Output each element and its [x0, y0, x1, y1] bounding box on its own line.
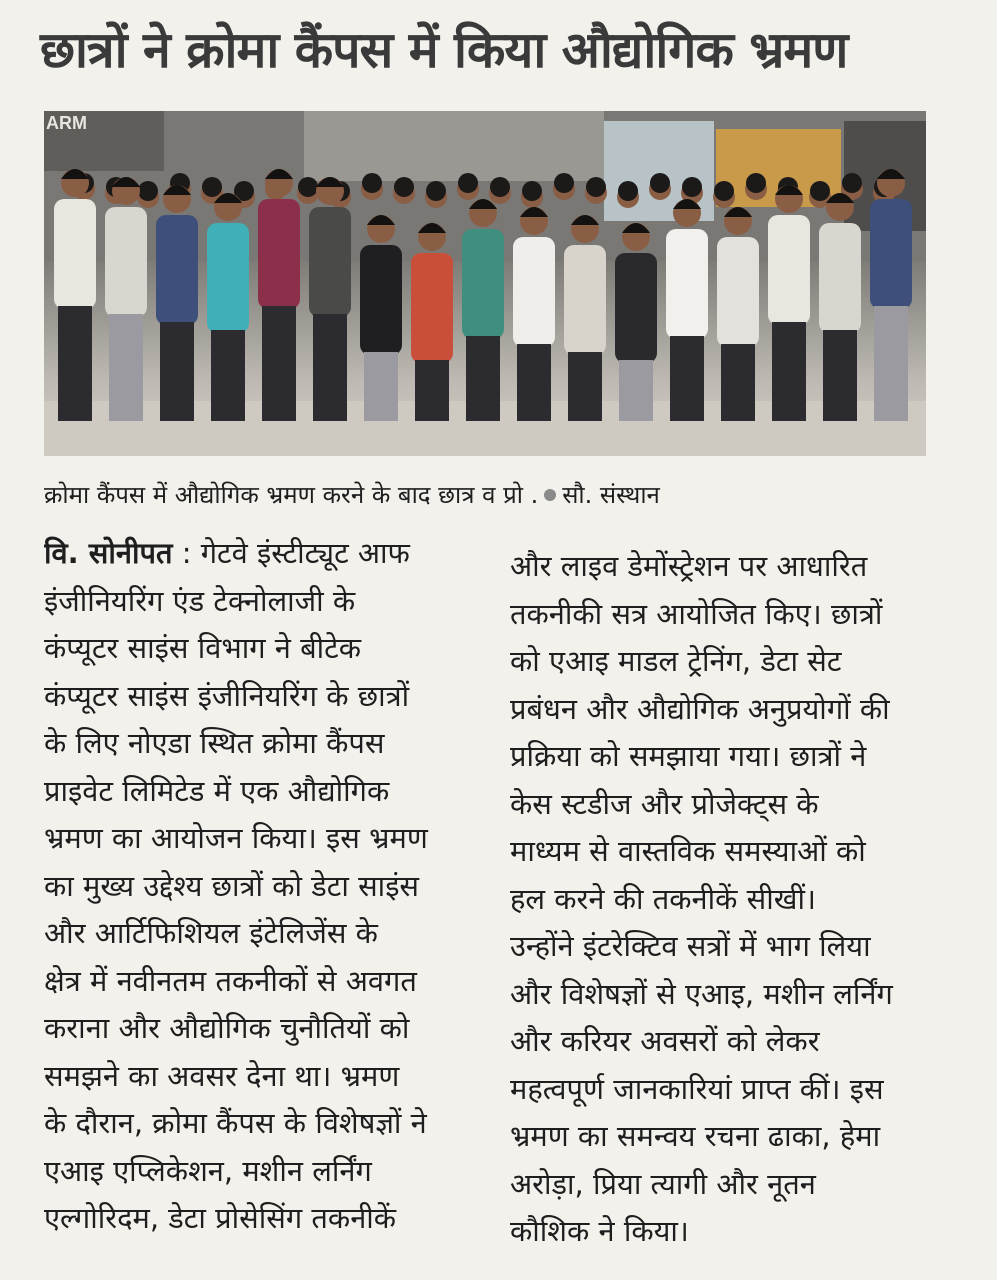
article-line: भ्रमण का समन्वय रचना ढाका, हेमा — [510, 1119, 881, 1153]
article-line: गेटवे इंस्टीट्यूट आफ — [200, 536, 410, 570]
signboard-text: ARM — [46, 113, 87, 133]
person-body — [819, 223, 861, 333]
caption-credit: सौ. संस्थान — [562, 481, 660, 509]
person-body — [258, 199, 300, 309]
person-legs — [568, 352, 602, 421]
person-legs — [415, 360, 449, 421]
person-body — [462, 229, 504, 339]
article-line: समझने का अवसर देना था। भ्रमण — [44, 1058, 400, 1093]
person-legs — [874, 306, 908, 421]
article-line: के लिए नोएडा स्थित क्रोमा कैंपस — [44, 726, 385, 760]
article-column-right — [510, 543, 960, 1256]
article-line: और लाइव डेमोंस्ट्रेशन पर आधारित — [510, 549, 868, 583]
person-body — [870, 199, 912, 309]
person-hair-back — [650, 173, 670, 193]
person-body — [156, 215, 198, 325]
person-legs — [364, 352, 398, 421]
person-legs — [313, 314, 347, 421]
person-hair-back — [394, 177, 414, 197]
person-hair-back — [682, 177, 702, 197]
person-body — [54, 199, 96, 309]
person-hair-back — [618, 181, 638, 201]
article-line: को एआइ माडल ट्रेनिंग, डेटा सेट — [510, 644, 842, 678]
person-hair-back — [714, 181, 734, 201]
article-line: भ्रमण का आयोजन किया। इस भ्रमण — [44, 821, 428, 855]
article-line: उन्होंने इंटरेक्टिव सत्रों में भाग लिया — [510, 929, 871, 963]
person-hair-back — [202, 177, 222, 197]
person-hair-back — [490, 177, 510, 197]
person-body — [717, 237, 759, 347]
article-line: प्राइवेट लिमिटेड में एक औद्योगिक — [44, 773, 390, 808]
article-line: इंजीनियरिंग एंड टेक्नोलाजी के — [44, 583, 356, 618]
person-hair-back — [426, 181, 446, 201]
article-line: केस स्टडीज और प्रोजेक्ट्स के — [510, 786, 819, 821]
article-line: हल करने की तकनीकें सीखीं। — [510, 881, 816, 916]
article-line: महत्वपूर्ण जानकारियां प्राप्त कीं। इस — [510, 1071, 884, 1106]
group-photo — [44, 111, 926, 456]
article-line: माध्यम से वास्तविक समस्याओं को — [510, 834, 866, 868]
person-legs — [721, 344, 755, 421]
person-legs — [109, 314, 143, 421]
article-line: और आर्टिफिशियल इंटेलिजेंस के — [44, 916, 378, 950]
article-line: तकनीकी सत्र आयोजित किए। छात्रों — [510, 596, 883, 631]
person-legs — [262, 306, 296, 421]
person-legs — [211, 330, 245, 421]
person-hair-back — [298, 177, 318, 197]
person-legs — [466, 336, 500, 421]
article-line: कराना और औद्योगिक चुनौतियों को — [44, 1011, 410, 1045]
person-legs — [58, 306, 92, 421]
person-body — [105, 207, 147, 317]
article-line: प्रक्रिया को समझाया गया। छात्रों ने — [510, 739, 867, 773]
group-photo-illustration — [44, 111, 926, 456]
person-legs — [772, 322, 806, 421]
person-hair-back — [586, 177, 606, 197]
person-legs — [619, 360, 653, 421]
person-body — [615, 253, 657, 363]
article-line: का मुख्य उद्देश्य छात्रों को डेटा साइंस — [44, 868, 420, 903]
article-line: के दौरान, क्रोमा कैंपस के विशेषज्ञों ने — [44, 1106, 427, 1140]
photo-caption — [44, 478, 944, 512]
person-body — [360, 245, 402, 355]
article-column-left — [44, 530, 494, 1243]
bullet-dot-icon — [544, 489, 556, 501]
article-line: कौशिक ने किया। — [510, 1214, 689, 1248]
article-line: और करियर अवसरों को लेकर — [510, 1024, 820, 1058]
person-hair-back — [458, 173, 478, 193]
article-line: एल्गोरिदम, डेटा प्रोसेसिंग तकनीकें — [44, 1201, 397, 1235]
person-body — [513, 237, 555, 347]
article-line: और विशेषज्ञों से एआइ, मशीन लर्निंग — [510, 976, 893, 1011]
headline: छात्रों ने क्रोमा कैंपस में किया औद्योगिक भ्रमण — [40, 21, 848, 79]
person-hair-back — [138, 181, 158, 201]
person-body — [768, 215, 810, 325]
person-body — [564, 245, 606, 355]
person-hair-back — [810, 181, 830, 201]
person-legs — [517, 344, 551, 421]
article-line: कंप्यूटर साइंस इंजीनियरिंग के छात्रों — [44, 678, 410, 713]
person-body — [666, 229, 708, 339]
article-first-line: वि. सोनीपत : गेटवे इंस्टीट्यूट आफ — [44, 536, 410, 570]
article-line: प्रबंधन और औद्योगिक अनुप्रयोगों की — [510, 691, 890, 726]
person-hair-back — [746, 173, 766, 193]
article-line: एआइ एप्लिकेशन, मशीन लर्निंग — [44, 1153, 372, 1188]
person-hair-back — [554, 173, 574, 193]
caption-text: क्रोमा कैंपस में औद्योगिक भ्रमण करने के बाद छात्र व प्रो . — [44, 481, 539, 509]
article-line: अरोड़ा, प्रिया त्यागी और नूतन — [510, 1166, 816, 1201]
article-line: कंप्यूटर साइंस विभाग ने बीटेक — [44, 631, 362, 665]
person-hair-back — [522, 181, 542, 201]
person-hair-back — [362, 173, 382, 193]
person-body — [207, 223, 249, 333]
person-legs — [823, 330, 857, 421]
article-line: क्षेत्र में नवीनतम तकनीकों से अवगत — [44, 963, 417, 998]
person-legs — [670, 336, 704, 421]
person-body — [309, 207, 351, 317]
person-legs — [160, 322, 194, 421]
person-hair-back — [842, 173, 862, 193]
dateline: वि. सोनीपत — [44, 536, 173, 570]
person-body — [411, 253, 453, 363]
